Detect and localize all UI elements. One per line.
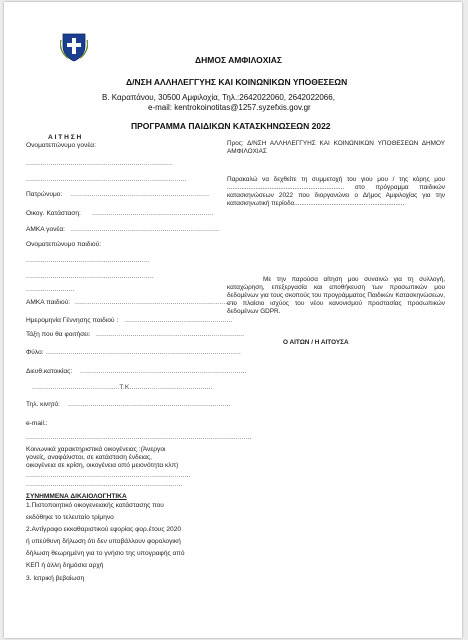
attachments-heading: ΣΥΝΗΜΜΕΝΑ ΔΙΚΑΙΟΛΟΓΗΤΙΚΑ <box>26 493 127 500</box>
amka-child-field[interactable]: ............................................................................... <box>75 299 236 306</box>
marital-status-label: Οικογ. Κατάσταση: <box>26 210 81 217</box>
address-field[interactable]: .................................................................................. <box>80 368 247 375</box>
email-field[interactable]: ............................................................................................................... <box>26 434 252 441</box>
postal-code-field[interactable]: ...........................................Τ.Κ......................................... <box>32 384 213 391</box>
social-characteristics-text-2: γονείς, αναφάλιστοι, σε κατάσταση ένδειας, <box>26 454 152 461</box>
school-class-label: Τάξη που θα φοιτήσει: <box>26 331 91 338</box>
social-characteristics-field-2[interactable]: ............................................................................. <box>26 481 183 488</box>
child-name-field[interactable]: ............................................................. <box>26 257 150 264</box>
parent-name-field-2[interactable]: ............................................................................... <box>26 176 187 183</box>
birth-date-label: Ημερομηνία Γέννησης παιδιού : <box>26 317 119 324</box>
marital-status-field[interactable]: ............................................................ <box>92 210 214 217</box>
child-name-label: Ονοματεπώνυμο παιδιού: <box>26 241 102 248</box>
sex-field[interactable]: ................................................................................................ <box>46 349 242 356</box>
birth-date-field[interactable]: ..................................................... <box>125 317 233 324</box>
email-line: e-mail: kentrokoinotitas@1257.syzefxis.gov.gr <box>148 103 311 112</box>
father-name-label: Πατρώνυμο: <box>26 191 63 198</box>
document-page <box>4 2 462 638</box>
school-class-field[interactable]: ......................................................................... <box>96 331 245 338</box>
attachment-item: 1.Πιστοποιητικό οικογενειακής κατάστασης που <box>26 502 164 509</box>
program-title: ΠΡΟΓΡΑΜΜΑ ΠΑΙΔΙΚΩΝ ΚΑΤΑΣΚΗΝΩΣΕΩΝ 2022 <box>131 121 331 131</box>
sex-label-text: Φύλο: <box>26 349 44 356</box>
social-characteristics-field[interactable]: ................................................................................. <box>26 472 191 479</box>
phone-field[interactable]: ................................................................................ <box>68 401 231 408</box>
social-characteristics-text-1: Κοινωνικά χαρακτηριστικά οικογένειας :(Άνεργοι <box>26 446 166 453</box>
department-title: Δ/ΝΣΗ ΑΛΛΗΛΕΓΓΥΗΣ ΚΑΙ ΚΟΙΝΩΝΙΚΩΝ ΥΠΟΘΕΣΕΩΝ <box>126 77 348 87</box>
child-name-field-2[interactable]: ............................................................... <box>26 273 155 280</box>
municipality-title: ΔΗΜΟΣ ΑΜΦΙΛΟΧΙΑΣ <box>195 55 282 65</box>
phone-label: Τηλ. κινητό: <box>26 401 61 408</box>
attachment-item: 3. Ιατρική βεβαίωση <box>26 575 85 582</box>
child-name-field-3[interactable]: ........................ <box>26 286 75 293</box>
address-line: Β. Καραπάνου, 30500 Αμφιλοχία, Τηλ.:2642022060, 2642022066, <box>102 93 335 102</box>
recipient-line: Προς: Δ/ΝΣΗ ΑΛΛΗΛΕΓΓΥΗΣ ΚΑΙ ΚΟΙΝΩΝΙΚΩΝ ΥΠΟΘΕΣΕΩΝ ΔΗΜΟΥ ΑΜΦΙΛΟΧΙΑΣ <box>227 140 445 155</box>
attachment-item: εκδόθηκε το τελευταίο τρίμηνο <box>26 514 114 521</box>
consent-paragraph: Με την παρούσα αίτηση μου συναινώ για τη συλλογή, καταχώρηση, επεξεργασία και αποθήκευση των προσωπικών μου δεδομένων για τους σκοπούς του προγράμματος Παιδικών Κατασκηνώσεων, στο πλαίσιο ισχύος του νέου κανονισμού προστασίας προσωπικών δεδομένων GDPR. <box>227 276 445 315</box>
application-heading: Α Ι Τ Η Σ Η <box>48 134 82 141</box>
email-label: e-mail.: <box>26 420 48 427</box>
address-label: Διευθ.κατοικίας: <box>26 368 73 375</box>
attachment-item: ή υπεύθυνη δήλωση ότι δεν υποβάλλουν φορολογική <box>26 538 181 545</box>
signature-label: Ο ΑΙΤΩΝ / Η ΑΙΤΟΥΣΑ <box>283 339 349 346</box>
attachment-item: 2.Αντίγραφο εκκαθαριστικού εφορίας φορ.έτους 2020 <box>26 526 182 533</box>
parent-name-field[interactable]: ........................................................................ <box>26 160 173 167</box>
father-name-field[interactable]: .................................................................... <box>71 191 210 198</box>
coat-of-arms-icon <box>60 32 88 62</box>
request-paragraph: Παρακαλώ να δεχθείτε τη συμμετοχή του γιου μου / της κόρης μου .................................................................. στο πρόγραμμα παιδικών κατασκηνώσεων 2022 που διοργανώνει ο Δήμος Αμφιλοχίας για την κατασκηνωτική περίοδο......................................... .................... <box>227 176 445 207</box>
attachment-item: ΚΕΠ ή άλλη δημόσια αρχή <box>26 562 104 569</box>
amka-parent-field[interactable]: ......................................................................... <box>71 226 220 233</box>
amka-parent-label: ΑΜΚΑ γονέα: <box>26 226 65 233</box>
social-characteristics-text-3: οικογένεια σε κρίση, οικογένεια από μειονότητα κλπ) <box>26 462 179 469</box>
parent-name-label: Ονοματεπώνυμο γονέα: <box>26 142 96 149</box>
amka-child-label: ΑΜΚΑ παιδιού: <box>26 299 71 306</box>
attachment-item: δήλωση θεωρημένη για το γνήσιο της υπογραφής από <box>26 550 185 557</box>
